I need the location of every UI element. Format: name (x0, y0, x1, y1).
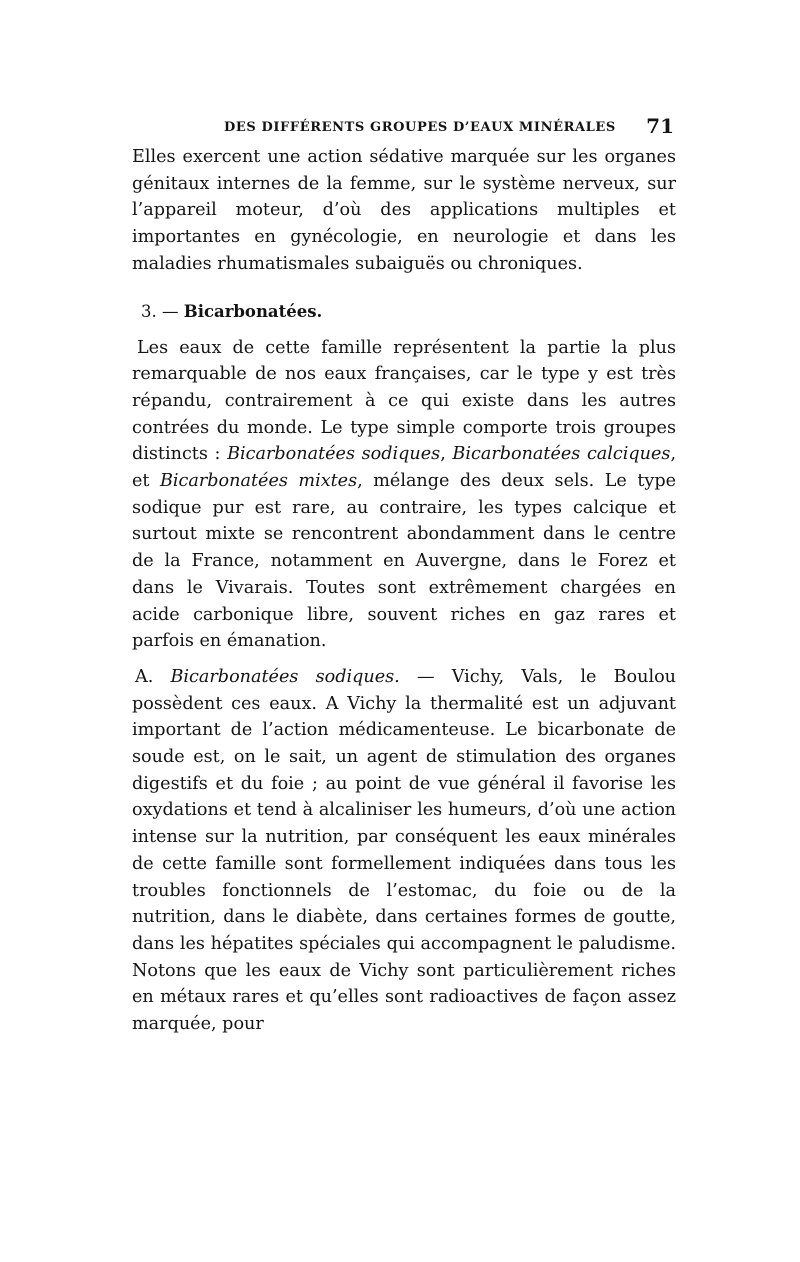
paragraph-text: , mélange des deux sels. Le type sodique pur est rare, au contraire, les types calcique et surtout mixte se rencontrent abondamment dans le centre de la France, notamment en Auvergne, dans le Forez et dans le Vivarais. Toutes sont extrêmement chargées en acide carbonique libre, souvent riches en gaz rares et parfois en émanation. (132, 471, 677, 652)
page-body (132, 144, 676, 1038)
section-heading (141, 299, 676, 325)
paragraph-genital-effects: Elles exercent une action sédative marquée sur les organes génitaux internes de la femme, sur le système nerveux, sur l’appareil moteur, d’où des applications multiples et importantes en gynécologie, en neurologie et dans les maladies rhumatismales subaiguës ou chroniques. (132, 147, 676, 274)
running-title: DES DIFFÉRENTS GROUPES D’EAUX MINÉRALES (224, 120, 616, 135)
subsection-label: A. (135, 666, 171, 687)
section-number: 3. — (141, 301, 179, 321)
italic-term-sodiques: Bicarbonatées sodiques (227, 444, 441, 465)
paragraph-text: — Vichy, Vals, le Boulou possèdent ces eaux. A Vichy la thermalité est un adjuvant important de l’action médicamenteuse. Le bicarbonate de soude est, on le sait, un agent de stimulation des organes digestifs et du foie ; au point de vue général il favorise les oxydations et tend à alcaliniser les humeurs, d’où une action intense sur la nutrition, par conséquent les eaux minérales de cette famille sont formellement indiquées dans tous les troubles fonctionnels de l’estomac, du foie ou de la nutrition, dans le diabète, dans certaines formes de goutte, dans les hépatites spéciales qui accompagnent le paludisme. Notons que les eaux de Vichy sont particulièrement riches en métaux rares et qu’elles sont radioactives de façon assez marquée, pour (132, 666, 676, 1035)
paragraph-text: , (440, 444, 453, 465)
italic-term-calciques: Bicarbonatées calciques (452, 444, 671, 465)
book-page (132, 112, 676, 1038)
subsection-title: Bicarbonatées sodiques. (170, 666, 400, 687)
paragraph-text: Les eaux de cette famille représentent la partie la plus remarquable de nos eaux françaises, car le type y est très répandu, contrairement à ce qui existe dans les autres contrées du monde. Le type simple comporte trois groupes distincts : (132, 337, 676, 465)
page-number: 71 (646, 114, 674, 138)
paragraph-text: , et (132, 444, 677, 492)
section-title: Bicarbonatées. (183, 301, 323, 321)
running-header (132, 112, 676, 144)
paragraph-sodium-bicarbonate (132, 664, 676, 1038)
italic-term-mixtes: Bicarbonatées mixtes (159, 471, 358, 492)
paragraph-bicarbonate-family (132, 335, 676, 655)
